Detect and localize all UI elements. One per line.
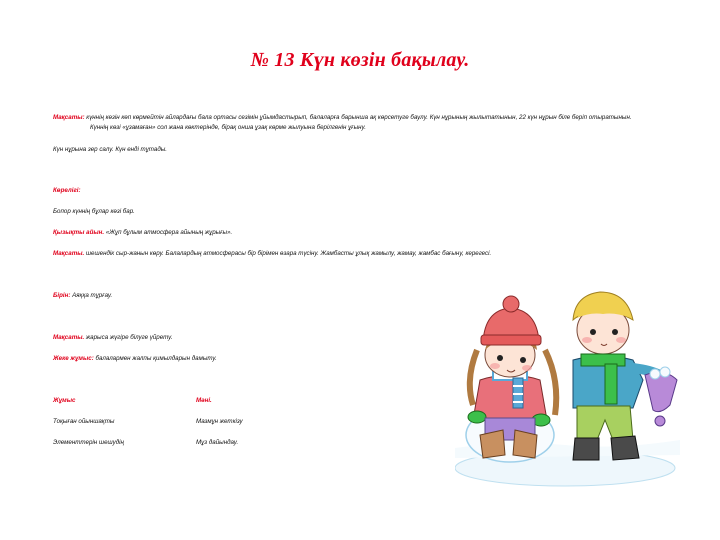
game-line [53,292,112,300]
riddle-text: «Жұп бұлым атмосфера айының жұрығы». [104,229,233,236]
table-header-meaning: Мәні. [196,397,212,404]
sentence-text: Бопор күннің бұлар көзі бар. [53,208,135,215]
purpose2-label: Мақсаты. [53,334,85,341]
observation-line [53,187,81,195]
individual-work-label: Жеке жұмыс: [53,355,94,362]
riddle-line [53,229,232,237]
individual-work-text: балалармен жалпы қимылдарын дамыту. [93,355,217,362]
game-label: Бірін: [53,292,71,299]
page-title: № 13 Күн көзін бақылау. [250,49,470,71]
observation-label: Көрелігі: [53,187,81,194]
goal-label: Мақсаты: [53,114,85,121]
game-text: Аяққа тұрғау. [70,292,113,299]
table-header-work: Жұмыс [53,397,76,404]
purpose-label: Мақсаты. [53,250,85,257]
table-cell: Тоқыған ойыншақты [53,418,115,425]
sun-observation-text: Күн нұрына зер салу. Күн енді тұтады. [53,146,168,153]
table-cell: Мұз дайындау. [196,439,239,446]
riddle-label: Қызықты айын. [53,229,105,236]
purpose-text: шешендік сыр-жанын көру. Балалардың атмосферасы бір бірімен өзара түсіну. Жамбасты ұлық жамылу, жамау, жамбас бағыну, керегесі. [84,250,492,257]
purpose2-line [53,334,173,342]
individual-work-line [53,355,217,363]
goal-line [53,114,632,122]
goal-text: күннің көзін көп көрмейтін айлардағы бала ортасы сезімін ұйымдастырып, балаларға барынша ақ көрсетуге баулу. Күн нұрының жылытатынын, 22 күн нұрын біле беріп отыратынын. [84,114,632,121]
winter-children-illustration [455,280,680,490]
table-cell: Элементтерін шешудің [53,439,124,446]
children-snow-image [455,280,680,490]
goal-line-2: Күннің көзі «ұзамаған» сол жана көктерінде, бірақ онша ұзақ көрме жылуына берілгенін ұғыну. [90,124,366,131]
purpose-line [53,250,491,258]
table-cell: Мазмұн жеткізу [196,418,243,425]
purpose2-text: жарыса жүгіре білуге үйрету. [84,334,173,341]
